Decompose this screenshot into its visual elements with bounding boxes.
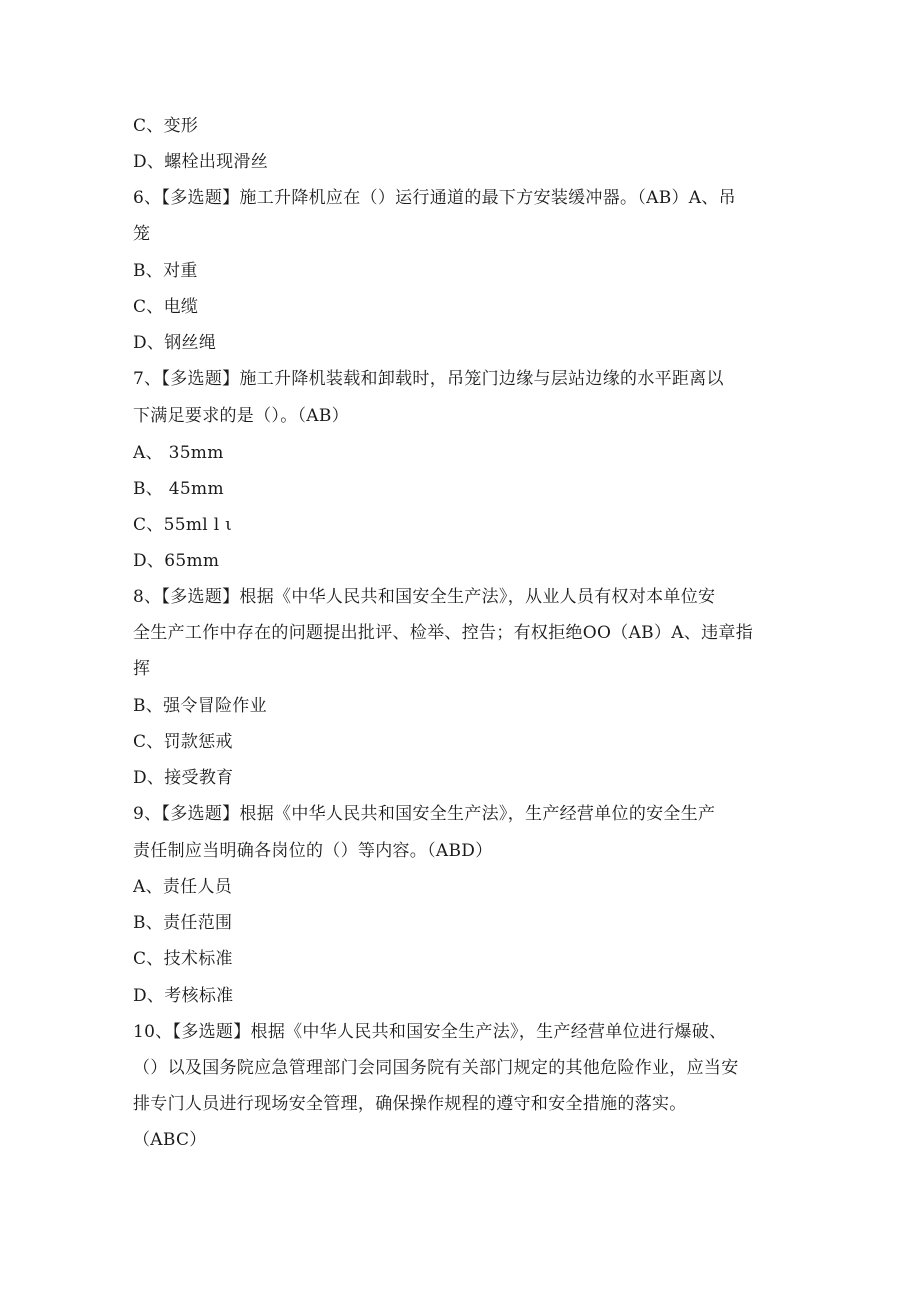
option-a-q7: A、 35mm <box>133 443 224 463</box>
question-10-line-3: 排专门人员进行现场安全管理，确保操作规程的遵守和安全措施的落实。 <box>133 1094 687 1114</box>
question-9-line-1: 9、【多选题】根据《中华人民共和国安全生产法》，生产经营单位的安全生产 <box>133 804 716 824</box>
option-d-q7: D、65mm <box>133 551 220 571</box>
question-7-line-1: 7、【多选题】施工升降机装载和卸载时，吊笼门边缘与层站边缘的水平距离以 <box>133 369 724 389</box>
question-8-line-2: 全生产工作中存在的问题提出批评、检举、控告；有权拒绝OO（AB）A、违章指 <box>133 623 754 643</box>
option-b-q9: B、责任范围 <box>133 913 233 933</box>
question-6-line-2: 笼 <box>133 224 151 244</box>
question-6-line-1: 6、【多选题】施工升降机应在（）运行通道的最下方安装缓冲器。（AB）A、吊 <box>133 188 736 208</box>
option-d-q9: D、考核标准 <box>133 986 234 1006</box>
option-c-q9: C、技术标准 <box>133 949 233 969</box>
question-10-answer: （ABC） <box>133 1130 207 1150</box>
question-10-line-2: （）以及国务院应急管理部门会同国务院有关部门规定的其他危险作业，应当安 <box>133 1058 739 1078</box>
option-d-q5: D、螺栓出现滑丝 <box>133 152 269 172</box>
option-c-q7: C、55ml l ι <box>133 515 233 535</box>
question-8-line-1: 8、【多选题】根据《中华人民共和国安全生产法》，从业人员有权对本单位安 <box>133 587 716 607</box>
option-c-q6: C、电缆 <box>133 297 199 317</box>
question-9-line-2: 责任制应当明确各岗位的（）等内容。（ABD） <box>133 841 493 861</box>
question-10-line-1: 10、【多选题】根据《中华人民共和国安全生产法》，生产经营单位进行爆破、 <box>133 1022 727 1042</box>
option-b-q8: B、强令冒险作业 <box>133 696 267 716</box>
option-b-q6: B、对重 <box>133 261 198 281</box>
question-7-line-2: 下满足要求的是（）。（AB） <box>133 406 349 426</box>
option-c-q8: C、罚款惩戒 <box>133 732 233 752</box>
option-c-q5: C、变形 <box>133 116 199 136</box>
option-d-q8: D、接受教育 <box>133 768 234 788</box>
option-d-q6: D、钢丝绳 <box>133 333 217 353</box>
question-8-line-3: 挥 <box>133 659 151 679</box>
option-a-q9: A、责任人员 <box>133 877 233 897</box>
option-b-q7: B、 45mm <box>133 479 224 499</box>
